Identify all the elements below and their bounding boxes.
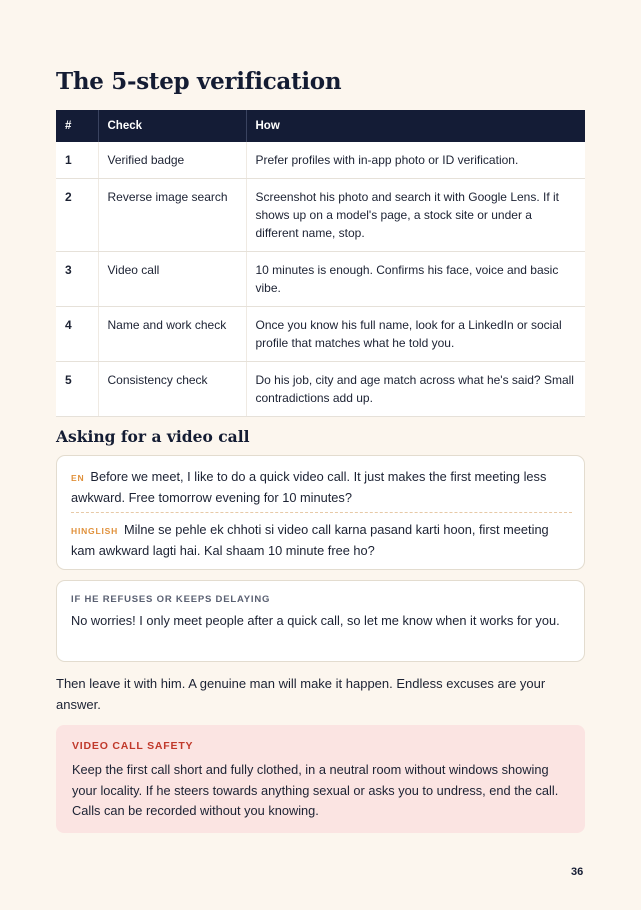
table-header-row [56, 110, 585, 142]
table-row [56, 307, 585, 362]
row-num: 5 [56, 362, 98, 417]
safety-title: VIDEO CALL SAFETY [72, 740, 194, 752]
refuse-text: No worries! I only meet people after a quick call, so let me know when it works for you. [71, 613, 560, 628]
table-row [56, 252, 585, 307]
row-check: Consistency check [98, 362, 246, 417]
verification-table [56, 110, 585, 417]
script-card [56, 455, 585, 570]
refuse-label: IF HE REFUSES OR KEEPS DELAYING [71, 594, 271, 605]
table-row [56, 142, 585, 179]
table-row [56, 362, 585, 417]
video-call-heading: Asking for a video call [56, 427, 250, 446]
row-how: Prefer profiles with in-app photo or ID verification. [246, 142, 585, 179]
row-check: Verified badge [98, 142, 246, 179]
en-text: Before we meet, I like to do a quick video call. It just makes the first meeting less awkward. Free tomorrow evening for 10 minutes? [71, 469, 547, 505]
page-title: The 5-step verification [56, 68, 342, 95]
header-check: Check [98, 110, 246, 142]
header-how: How [246, 110, 585, 142]
en-script [71, 467, 572, 508]
page-number: 36 [571, 866, 584, 878]
header-num: # [56, 110, 98, 142]
row-how: 10 minutes is enough. Confirms his face, voice and basic vibe. [246, 252, 585, 307]
hinglish-script [71, 520, 572, 561]
hinglish-tag: HINGLISH [71, 526, 119, 536]
table-row [56, 179, 585, 252]
row-num: 1 [56, 142, 98, 179]
row-how: Screenshot his photo and search it with Google Lens. If it shows up on a model's page, a stock site or under a different name, stop. [246, 179, 585, 252]
row-how: Do his job, city and age match across what he's said? Small contradictions add up. [246, 362, 585, 417]
row-how: Once you know his full name, look for a LinkedIn or social profile that matches what he told you. [246, 307, 585, 362]
row-check: Reverse image search [98, 179, 246, 252]
row-num: 3 [56, 252, 98, 307]
row-check: Video call [98, 252, 246, 307]
safety-body: Keep the first call short and fully clothed, in a neutral room without windows showing your locality. If he steers towards anything sexual or asks you to undress, end the call. Calls can be recorded without you knowing. [72, 762, 559, 818]
row-num: 4 [56, 307, 98, 362]
dashed-divider [71, 512, 572, 513]
safety-callout [56, 725, 585, 833]
row-num: 2 [56, 179, 98, 252]
refuse-card [56, 580, 585, 662]
hinglish-text: Milne se pehle ek chhoti si video call karna pasand karti hoon, first meeting kam awkward lagti hai. Kal shaam 10 minute free ho? [71, 522, 549, 558]
closing-paragraph: Then leave it with him. A genuine man will make it happen. Endless excuses are your answer. [56, 676, 546, 712]
en-tag: EN [71, 473, 85, 483]
row-check: Name and work check [98, 307, 246, 362]
